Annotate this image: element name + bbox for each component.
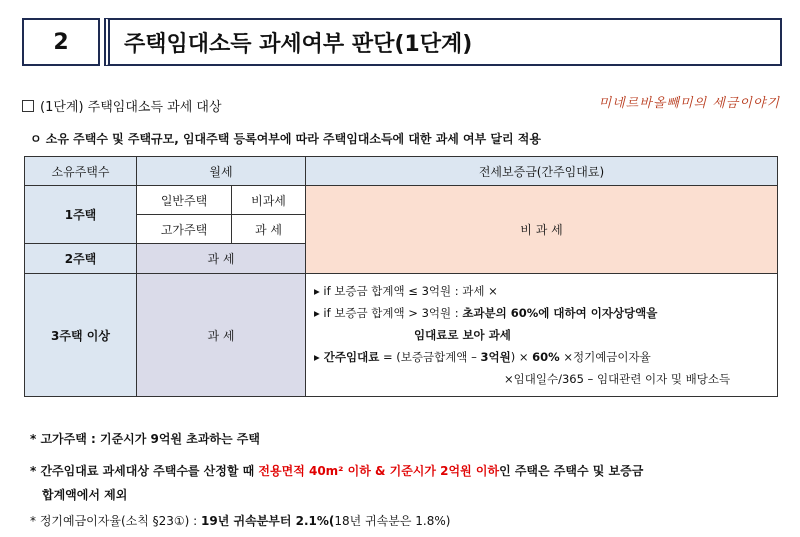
note-interest-rate: * 정기예금이자율(소칙 §23①) : 19년 귀속분부터 2.1%(18년 귀속분은 1.8%) [30, 514, 451, 528]
brand-logo: 미네르바올빼미의 세금이야기 [598, 96, 780, 111]
row-2house-label: 2주택 [25, 244, 137, 274]
cell-3house-deposit [306, 274, 778, 397]
bullet-text: ㅇ 소유 주택수 및 주택규모, 임대주택 등록여부에 따라 주택임대소득에 대한 과세 여부 달리 적용 [30, 132, 541, 146]
deposit-line-2: ▸ if 보증금 합계액 > 3억원 : 초과분의 60%에 대하여 이자상당액을 [314, 306, 658, 320]
row-1house-label: 1주택 [25, 186, 137, 244]
page-title: 주택임대소득 과세여부 판단(1단계) [104, 18, 782, 66]
deposit-line-4: ▸ 간주임대료 = (보증금합계액 – 3억원) × 60% ×정기예금이자율 [314, 350, 651, 364]
section-heading [22, 96, 222, 115]
cell-2house-monthly: 과 세 [137, 244, 306, 274]
section-title: (1단계) 주택임대소득 과세 대상 [40, 100, 222, 115]
checkbox-square-icon [22, 100, 34, 112]
cell-luxury-house: 고가주택 [137, 215, 232, 244]
cell-general-value: 비과세 [232, 186, 306, 215]
deposit-line-3: 임대료로 보아 과세 [414, 328, 511, 342]
header-houses: 소유주택수 [25, 157, 137, 186]
cell-general-house: 일반주택 [137, 186, 232, 215]
section-number: 2 [22, 18, 100, 66]
row-3house-label: 3주택 이상 [25, 274, 137, 397]
cell-3house-monthly: 과 세 [137, 274, 306, 397]
note-deemed-rent: * 간주임대료 과세대상 주택수를 산정할 때 전용면적 40m² 이하 & 기준시가 2억원 이하인 주택은 주택수 및 보증금 [30, 464, 644, 478]
deposit-line-1: ▸ if 보증금 합계액 ≤ 3억원 : 과세 × [314, 284, 498, 298]
header-deposit: 전세보증금(간주임대료) [306, 157, 778, 186]
header-monthly: 월세 [137, 157, 306, 186]
note-deemed-rent-cont: 합계액에서 제외 [42, 488, 128, 502]
cell-luxury-value: 과 세 [232, 215, 306, 244]
cell-deposit-nontax: 비 과 세 [306, 186, 778, 274]
note-luxury-house: * 고가주택 : 기준시가 9억원 초과하는 주택 [30, 432, 260, 446]
deposit-line-5: ×임대일수/365 – 임대관련 이자 및 배당소득 [504, 372, 731, 386]
tax-table [24, 156, 778, 397]
